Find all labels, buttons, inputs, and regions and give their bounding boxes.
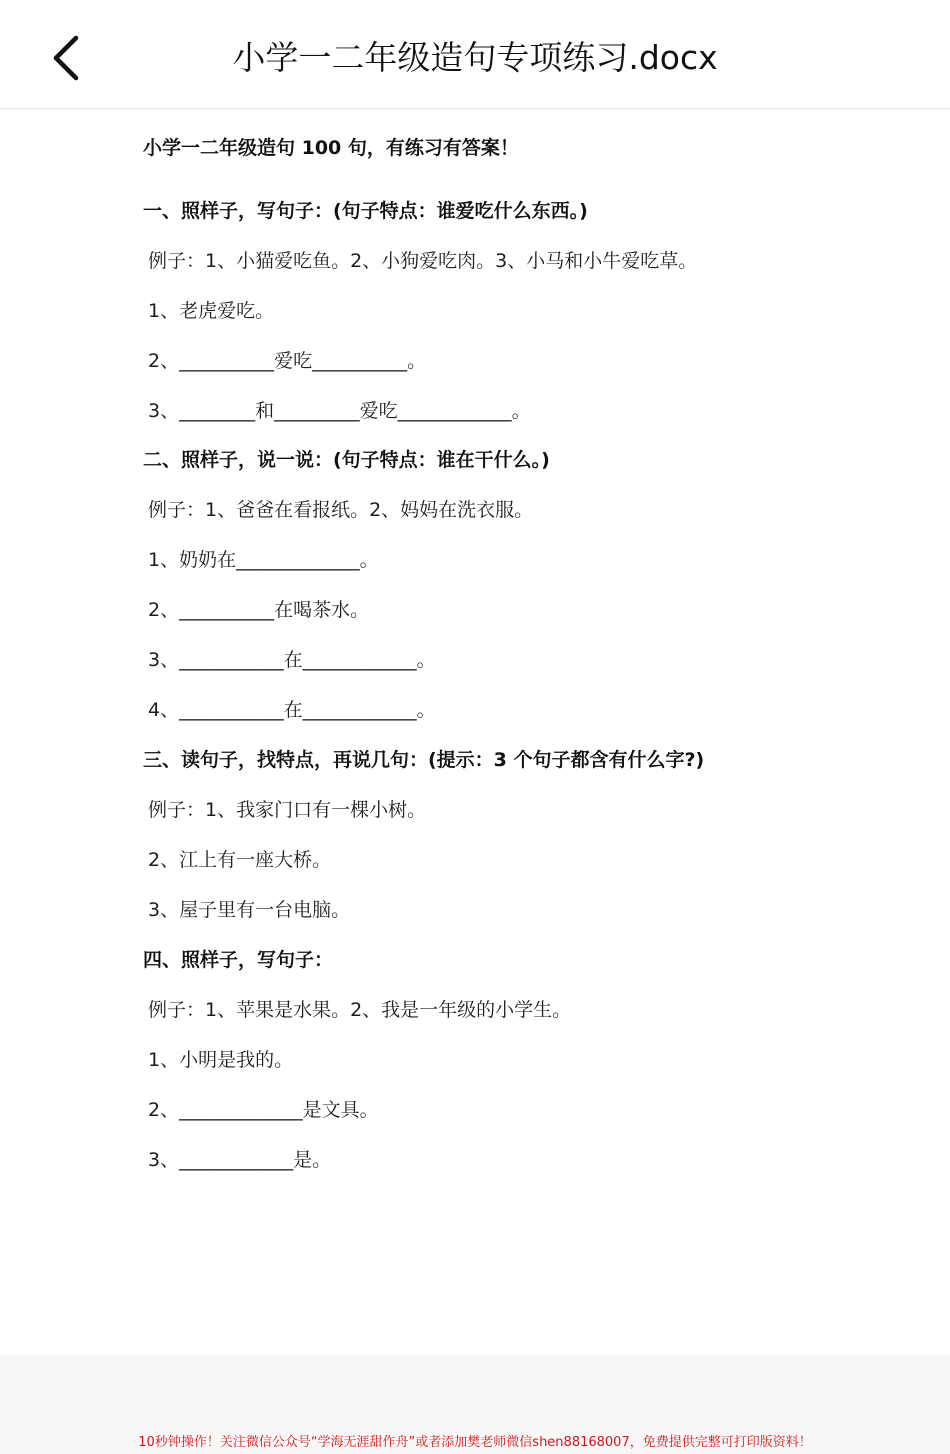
document-title: 小学一二年级造句专项练习.docx bbox=[232, 38, 718, 77]
chevron-left-icon bbox=[40, 28, 96, 88]
section-2-item-3: 3、___________在____________。 bbox=[148, 649, 436, 671]
section-4-example: 例子：1、苹果是水果。2、我是一年级的小学生。 bbox=[148, 999, 572, 1021]
section-1-item-1: 1、老虎爱吃。 bbox=[148, 300, 275, 322]
section-1-example: 例子：1、小猫爱吃鱼。2、小狗爱吃肉。3、小马和小牛爱吃草。 bbox=[148, 250, 698, 272]
section-4-heading: 四、照样子，写句子： bbox=[143, 949, 334, 971]
section-4-item-2: 2、_____________是文具。 bbox=[148, 1099, 379, 1121]
section-2-example: 例子：1、爸爸在看报纸。2、妈妈在洗衣服。 bbox=[148, 499, 534, 521]
section-2-item-4: 4、___________在____________。 bbox=[148, 699, 436, 721]
section-3-example: 例子：1、我家门口有一棵小树。 bbox=[148, 799, 427, 821]
app-header bbox=[0, 0, 950, 109]
section-2-item-2: 2、__________在喝茶水。 bbox=[148, 599, 370, 621]
promo-watermark: 10秒钟操作！关注微信公众号“学海无涯甜作舟”或者添加樊老师微信shen88168007，免费提供完整可打印版资料！ bbox=[138, 1435, 812, 1450]
section-4-item-3: 3、____________是。 bbox=[148, 1149, 332, 1171]
document-main-heading: 小学一二年级造句 100 句，有练习有答案！ bbox=[143, 137, 519, 159]
section-1-heading: 一、照样子，写句子：(句子特点：谁爱吃什么东西。) bbox=[143, 200, 588, 222]
section-1-item-3: 3、________和_________爱吃____________。 bbox=[148, 400, 531, 422]
section-3-item-3: 3、屋子里有一台电脑。 bbox=[148, 899, 351, 921]
section-3-heading: 三、读句子，找特点，再说几句：(提示：3 个句子都含有什么字?) bbox=[143, 749, 705, 771]
section-1-item-2: 2、__________爱吃__________。 bbox=[148, 350, 427, 372]
back-button[interactable] bbox=[40, 28, 96, 88]
section-3-item-2: 2、江上有一座大桥。 bbox=[148, 849, 332, 871]
section-4-item-1: 1、小明是我的。 bbox=[148, 1049, 294, 1071]
section-2-item-1: 1、奶奶在_____________。 bbox=[148, 549, 379, 571]
document-page bbox=[0, 110, 950, 1352]
section-2-heading: 二、照样子，说一说：(句子特点：谁在干什么。) bbox=[143, 449, 550, 471]
